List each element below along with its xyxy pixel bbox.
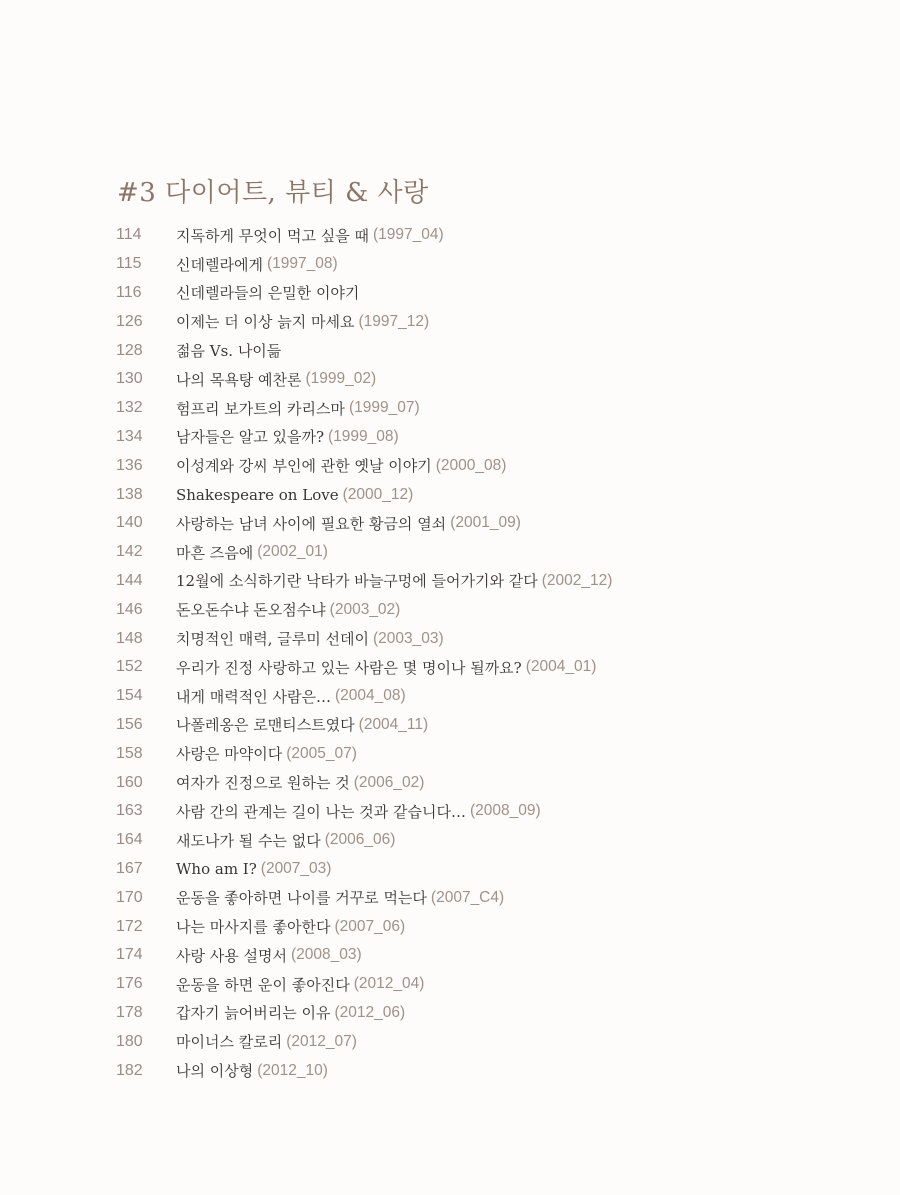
toc-page-number: 158	[116, 744, 143, 762]
toc-page-number: 163	[116, 802, 143, 820]
toc-page-number: 174	[116, 946, 143, 964]
toc-page-number: 136	[116, 456, 143, 474]
toc-entry-date: (1997_04)	[372, 226, 444, 244]
toc-entry-title: Who am I?	[176, 859, 257, 878]
toc-entry-title: 신데렐라들의 은밀한 이야기	[176, 284, 360, 303]
toc-entry-title: 신데렐라에게	[176, 255, 263, 274]
toc-entry-title: 나의 목욕탕 예찬론	[176, 370, 302, 389]
toc-entry	[116, 509, 856, 538]
toc-entry	[116, 739, 856, 768]
toc-entry	[116, 567, 856, 596]
toc-entry	[116, 221, 856, 250]
toc-page-number: 140	[116, 514, 143, 532]
toc-entry	[116, 797, 856, 826]
toc-entry-date: (2001_09)	[450, 514, 521, 532]
toc-entry-title: 사랑은 마약이다	[176, 745, 283, 764]
toc-entry	[116, 480, 856, 509]
toc-entry-date: (2002_01)	[257, 543, 328, 561]
toc-entry-date: (2006_02)	[353, 773, 425, 791]
toc-entry	[116, 307, 856, 336]
toc-entry	[116, 336, 856, 365]
toc-entry	[116, 423, 856, 452]
toc-entry-title: Shakespeare on Love	[176, 485, 339, 504]
toc-page-number: 114	[116, 226, 142, 244]
toc-entry	[116, 855, 856, 884]
toc-entry	[116, 941, 856, 970]
toc-entry-date: (2008_03)	[290, 946, 362, 964]
toc-entry-title: 12월에 소식하기란 낙타가 바늘구멍에 들어가기와 같다	[176, 572, 538, 591]
toc-page-number: 154	[116, 687, 143, 705]
toc-entry-title: 치명적인 매력, 글루미 선데이	[176, 630, 369, 649]
toc-entry	[116, 538, 856, 567]
toc-page-number: 146	[116, 600, 143, 618]
toc-entry	[116, 451, 856, 480]
toc-entry-title: 이제는 더 이상 늙지 마세요	[176, 313, 355, 332]
toc-entry-date: (2004_08)	[334, 687, 406, 705]
toc-page-number: 180	[116, 1032, 143, 1050]
toc-entry	[116, 595, 856, 624]
toc-entry-date: (2007_C4)	[430, 888, 505, 906]
toc-entry-title: 갑자기 늙어버리는 이유	[176, 1004, 331, 1023]
toc-entry-date: (2007_03)	[260, 859, 332, 877]
toc-entry	[116, 768, 856, 797]
toc-entry-date: (1999_08)	[328, 427, 399, 445]
toc-entry-date: (2000_08)	[435, 456, 507, 474]
toc-page-number: 148	[116, 629, 143, 647]
section-title: #3 다이어트, 뷰티 & 사랑	[117, 178, 429, 208]
toc-page-number: 160	[116, 773, 143, 791]
toc-page-number: 152	[116, 658, 143, 676]
toc-page-number: 170	[116, 888, 143, 906]
toc-entry	[116, 279, 856, 308]
toc-entry-title: 여자가 진정으로 원하는 것	[176, 774, 350, 793]
toc-entry-title: 지독하게 무엇이 먹고 싶을 때	[176, 226, 369, 245]
toc-entry-title: 사람 간의 관계는 길이 나는 것과 같습니다…	[176, 802, 466, 821]
toc-entry-title: 사랑하는 남녀 사이에 필요한 황금의 열쇠	[176, 514, 447, 533]
toc-entry-title: 새도나가 될 수는 없다	[176, 831, 321, 850]
toc-page-number: 130	[116, 370, 143, 388]
toc-entry-title: 험프리 보가트의 카리스마	[176, 399, 345, 418]
toc-entry	[116, 970, 856, 999]
toc-entry	[116, 365, 856, 394]
toc-entry	[116, 394, 856, 423]
toc-entry	[116, 883, 856, 912]
toc-entry-title: 내게 매력적인 사람은…	[176, 687, 331, 706]
toc-entry	[116, 653, 856, 682]
toc-entry	[116, 250, 856, 279]
toc-entry-title: 마흔 즈음에	[176, 543, 254, 562]
toc-entry-date: (2012_10)	[257, 1061, 328, 1079]
toc-entry-date: (2002_12)	[541, 571, 613, 589]
toc-entry-title: 운동을 좋아하면 나이를 거꾸로 먹는다	[176, 889, 427, 908]
toc-entry-title: 나의 이상형	[176, 1062, 254, 1080]
toc-entry-date: (2007_06)	[334, 917, 406, 935]
toc-entry-date: (2003_02)	[329, 600, 401, 618]
toc-page-number: 176	[116, 975, 143, 993]
toc-entry-date: (2006_06)	[324, 831, 396, 849]
toc-page-number: 156	[116, 715, 143, 733]
toc-entry-title: 사랑 사용 설명서	[176, 946, 287, 965]
toc-entry-date: (2012_07)	[286, 1032, 357, 1050]
toc-entry-title: 젊음 Vs. 나이듦	[176, 342, 282, 361]
toc-entry-title: 남자들은 알고 있을까?	[176, 428, 324, 447]
toc-page-number: 132	[116, 399, 143, 417]
toc-entry-date: (2004_11)	[358, 715, 429, 733]
toc-entry-title: 이성계와 강씨 부인에 관한 옛날 이야기	[176, 457, 432, 476]
toc-entry-title: 나는 마사지를 좋아한다	[176, 918, 331, 937]
toc-entry-title: 나폴레옹은 로맨티스트였다	[176, 716, 355, 735]
toc-entry	[116, 826, 856, 855]
toc-entry-date: (2005_07)	[286, 744, 357, 762]
toc-entry-date: (2004_01)	[525, 658, 597, 676]
toc-entry-date: (2003_03)	[372, 629, 444, 647]
toc-page-number: 167	[116, 859, 143, 877]
toc-entry-date: (1999_02)	[305, 370, 377, 388]
toc-entry	[116, 999, 856, 1028]
toc-page-number: 115	[116, 255, 142, 273]
toc-entry-date: (2012_04)	[353, 975, 425, 993]
toc-entry	[116, 1027, 856, 1056]
toc-page-number: 142	[116, 543, 143, 561]
toc-entry-date: (2008_09)	[469, 802, 541, 820]
toc-entry	[116, 682, 856, 711]
toc-entry	[116, 711, 856, 740]
toc-entry-title: 마이너스 칼로리	[176, 1033, 283, 1052]
toc-page-number: 134	[116, 427, 143, 445]
toc-page-number: 138	[116, 485, 143, 503]
toc-entry-date: (1997_08)	[266, 255, 338, 273]
toc-page-number: 144	[116, 571, 143, 589]
toc-entry-date: (1999_07)	[348, 399, 420, 417]
toc-entry-date: (2012_06)	[334, 1003, 406, 1021]
toc-page-number: 178	[116, 1003, 143, 1021]
toc-entry-title: 운동을 하면 운이 좋아진다	[176, 975, 350, 994]
toc-page-number: 126	[116, 312, 143, 330]
table-of-contents	[116, 221, 856, 1085]
toc-entry-title: 우리가 진정 사랑하고 있는 사람은 몇 명이나 될까요?	[176, 658, 522, 677]
toc-entry	[116, 1056, 856, 1085]
toc-entry	[116, 912, 856, 941]
toc-page-number: 128	[116, 341, 143, 359]
toc-entry-date: (2000_12)	[342, 485, 414, 503]
toc-entry	[116, 624, 856, 653]
toc-page-number: 182	[116, 1061, 143, 1079]
toc-entry-date: (1997_12)	[358, 312, 430, 330]
toc-page-number: 116	[116, 283, 142, 301]
toc-page-number: 164	[116, 831, 143, 849]
toc-entry-title: 돈오돈수냐 돈오점수냐	[176, 601, 326, 620]
toc-page-number: 172	[116, 917, 143, 935]
